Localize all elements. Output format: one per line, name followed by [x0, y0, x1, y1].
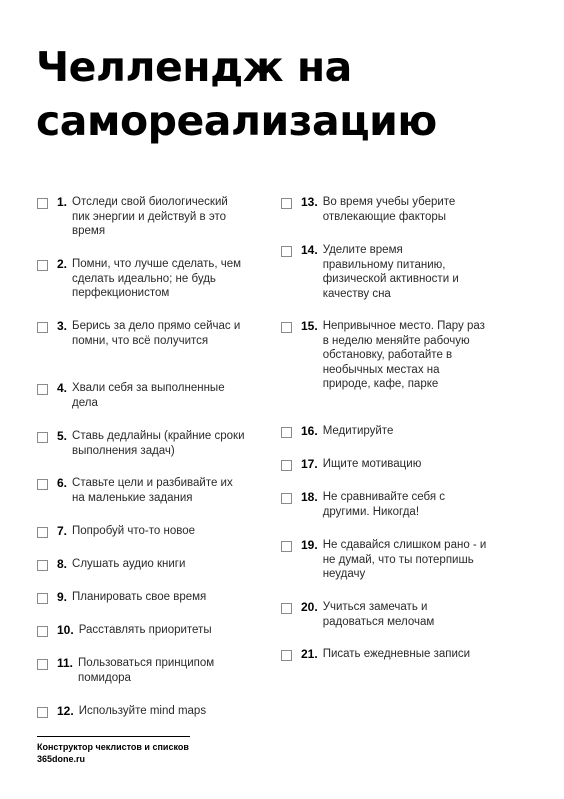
- page-title-line-1: Челлендж на: [36, 43, 352, 91]
- checklist-item: [281, 538, 491, 582]
- item-text: Не сдавайся слишком рано - и не думай, что ты потерпишь неудачу: [322, 539, 487, 580]
- checklist-item: [37, 476, 247, 505]
- checkbox[interactable]: [281, 198, 292, 209]
- item-text: Непривычное место. Пару раз в неделю меняйте рабочую обстановку, работайте в необычных местах на природе, кафе, парке: [322, 320, 485, 390]
- page-title-line-2: самореализацию: [36, 97, 437, 145]
- page-title: [36, 40, 556, 148]
- checkbox[interactable]: [281, 650, 292, 661]
- item-text: Слушать аудио книги: [72, 558, 186, 570]
- checklist-item: [281, 647, 501, 662]
- item-text: Расставлять приоритеты: [78, 624, 212, 636]
- item-number: 17.: [301, 457, 318, 471]
- item-text: Попробуй что-то новое: [72, 525, 196, 537]
- checkbox[interactable]: [281, 460, 292, 471]
- item-number: 5.: [57, 429, 68, 443]
- item-number: 11.: [57, 656, 74, 670]
- item-number: 20.: [301, 600, 318, 614]
- item-text: Помни, что лучше сделать, чем сделать идеально; не будь перфекционистом: [72, 258, 242, 299]
- checkbox[interactable]: [37, 260, 48, 271]
- checkbox[interactable]: [37, 432, 48, 443]
- item-text: Используйте mind maps: [78, 705, 207, 717]
- item-number: 8.: [57, 557, 68, 571]
- item-text: Хвали себя за выполненные дела: [72, 382, 225, 409]
- checkbox[interactable]: [281, 322, 292, 333]
- checkbox[interactable]: [37, 659, 48, 670]
- checkbox[interactable]: [37, 593, 48, 604]
- checkbox[interactable]: [37, 560, 48, 571]
- checklist-item: [281, 243, 476, 301]
- item-number: 21.: [301, 647, 318, 661]
- item-text: Ищите мотивацию: [322, 458, 422, 470]
- item-text: Не сравнивайте себя с другими. Никогда!: [322, 491, 446, 518]
- footer-site: 365done.ru: [37, 754, 86, 764]
- item-text: Планировать свое время: [72, 591, 207, 603]
- checklist-item: [37, 623, 247, 638]
- item-number: 14.: [301, 243, 318, 257]
- checklist-item: [37, 704, 247, 719]
- checkbox[interactable]: [37, 527, 48, 538]
- checklist-item: [37, 195, 247, 239]
- checkbox[interactable]: [37, 384, 48, 395]
- item-number: 19.: [301, 538, 318, 552]
- item-text: Пользоваться принципом помидора: [78, 657, 215, 684]
- item-number: 10.: [57, 623, 74, 637]
- item-number: 13.: [301, 195, 318, 209]
- item-number: 4.: [57, 381, 68, 395]
- footer: [37, 741, 189, 765]
- checkbox[interactable]: [37, 322, 48, 333]
- footer-caption: Конструктор чеклистов и списков: [37, 742, 189, 752]
- checkbox[interactable]: [281, 427, 292, 438]
- item-text: Ставьте цели и разбивайте их на маленькие задания: [72, 477, 233, 504]
- item-number: 7.: [57, 524, 68, 538]
- checkbox[interactable]: [281, 246, 292, 257]
- item-text: Во время учебы уберите отвлекающие факторы: [322, 196, 456, 223]
- checklist-item: [37, 656, 247, 685]
- checklist-item: [281, 424, 486, 439]
- checklist-item: [37, 557, 247, 572]
- item-number: 2.: [57, 257, 68, 271]
- checklist-item: [37, 381, 247, 410]
- item-text: Медитируйте: [322, 425, 394, 437]
- item-text: Отследи свой биологический пик энергии и действуй в это время: [72, 196, 228, 237]
- checklist-item: [37, 429, 247, 458]
- checkbox[interactable]: [281, 603, 292, 614]
- checklist-item: [37, 590, 247, 605]
- checkbox[interactable]: [37, 707, 48, 718]
- item-number: 3.: [57, 319, 68, 333]
- footer-divider: [37, 736, 190, 737]
- item-number: 6.: [57, 476, 68, 490]
- checkbox[interactable]: [37, 198, 48, 209]
- checklist-item: [37, 319, 247, 348]
- item-number: 9.: [57, 590, 68, 604]
- checklist-item: [37, 524, 247, 539]
- item-number: 18.: [301, 490, 318, 504]
- item-number: 16.: [301, 424, 318, 438]
- item-text: Ставь дедлайны (крайние сроки выполнения задач): [72, 430, 245, 457]
- item-number: 12.: [57, 704, 74, 718]
- checklist-item: [281, 457, 486, 472]
- checkbox[interactable]: [37, 626, 48, 637]
- item-text: Писать ежедневные записи: [322, 648, 471, 660]
- checkbox[interactable]: [37, 479, 48, 490]
- checkbox[interactable]: [281, 493, 292, 504]
- item-number: 1.: [57, 195, 68, 209]
- item-text: Берись за дело прямо сейчас и помни, что всё получится: [72, 320, 241, 347]
- checklist-item: [281, 490, 476, 519]
- item-number: 15.: [301, 319, 318, 333]
- checklist-item: [281, 319, 486, 392]
- checklist-item: [281, 600, 476, 629]
- checklist-item: [37, 257, 247, 301]
- checkbox[interactable]: [281, 541, 292, 552]
- item-text: Уделите время правильному питанию, физической активности и качеству сна: [322, 244, 459, 300]
- item-text: Учиться замечать и радоваться мелочам: [322, 601, 435, 628]
- checklist-item: [281, 195, 476, 224]
